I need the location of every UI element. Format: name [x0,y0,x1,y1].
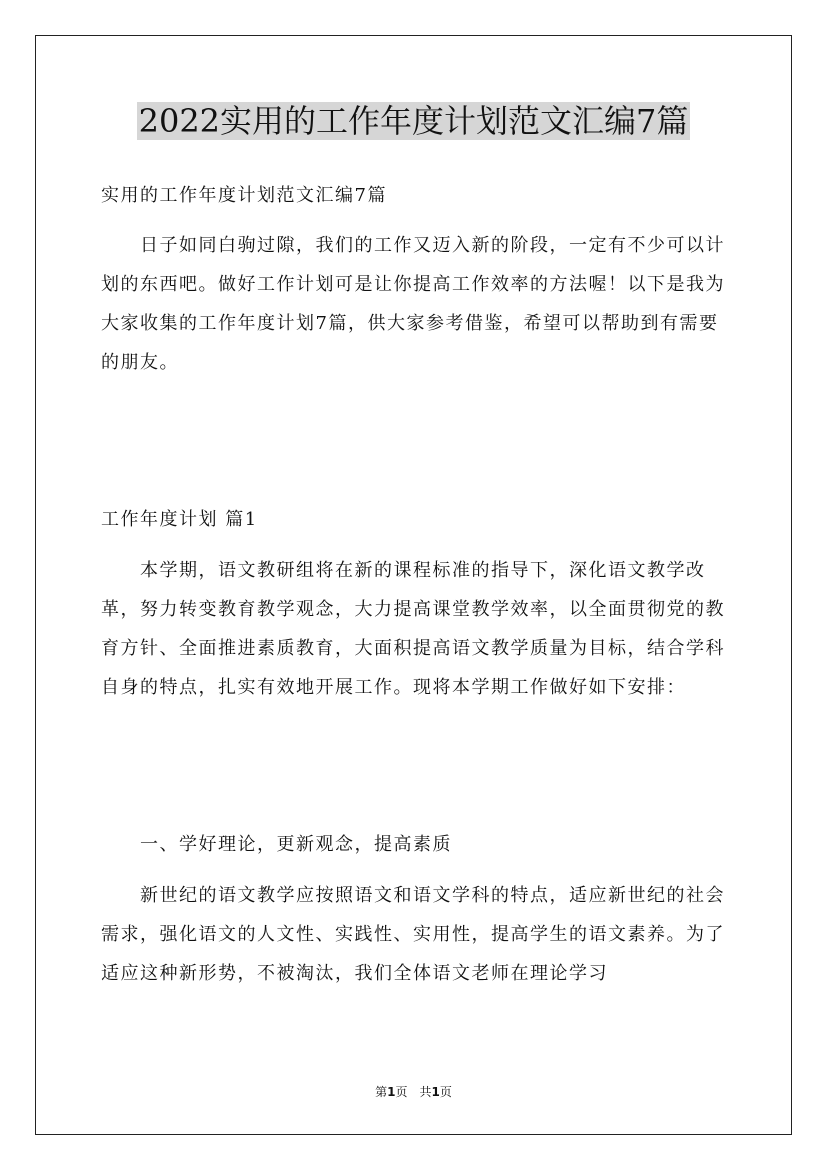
intro-paragraph: 日子如同白驹过隙，我们的工作又迈入新的阶段，一定有不少可以计划的东西吧。做好工作计划可是让你提高工作效率的方法喔！以下是我为大家收集的工作年度计划7篇，供大家参考借鉴，希望可以帮助到有需要的朋友。 [101,235,725,373]
item-paragraph: 新世纪的语文教学应按照语文和语文学科的特点，适应新世纪的社会需求，强化语文的人文性、实践性、实用性，提高学生的语文素养。为了适应这种新形势，不被淘汰，我们全体语文老师在理论学习 [101,885,725,984]
footer-total-suffix: 页 [439,1085,452,1099]
footer-total-prefix: 共 [419,1085,432,1099]
footer-total-number: 1 [431,1085,440,1099]
page-footer [0,1083,827,1101]
section-heading: 工作年度计划 篇1 [101,509,258,530]
document-subtitle: 实用的工作年度计划范文汇编7篇 [101,185,387,206]
footer-page-prefix: 第 [375,1085,388,1099]
footer-page-number: 1 [387,1085,396,1099]
section-paragraph: 本学期，语文教研组将在新的课程标准的指导下，深化语文教学改革，努力转变教育教学观念，大力提高课堂教学效率，以全面贯彻党的教育方针、全面推进素质教育，大面积提高语文教学质量为目标，结合学科自身的特点，扎实有效地开展工作。现将本学期工作做好如下安排： [101,560,725,698]
document-title [0,96,827,146]
footer-page-suffix: 页 [395,1085,408,1099]
document-title-text: 2022实用的工作年度计划范文汇编7篇 [138,102,689,140]
item-heading: 一、学好理论，更新观念，提高素质 [140,834,452,855]
